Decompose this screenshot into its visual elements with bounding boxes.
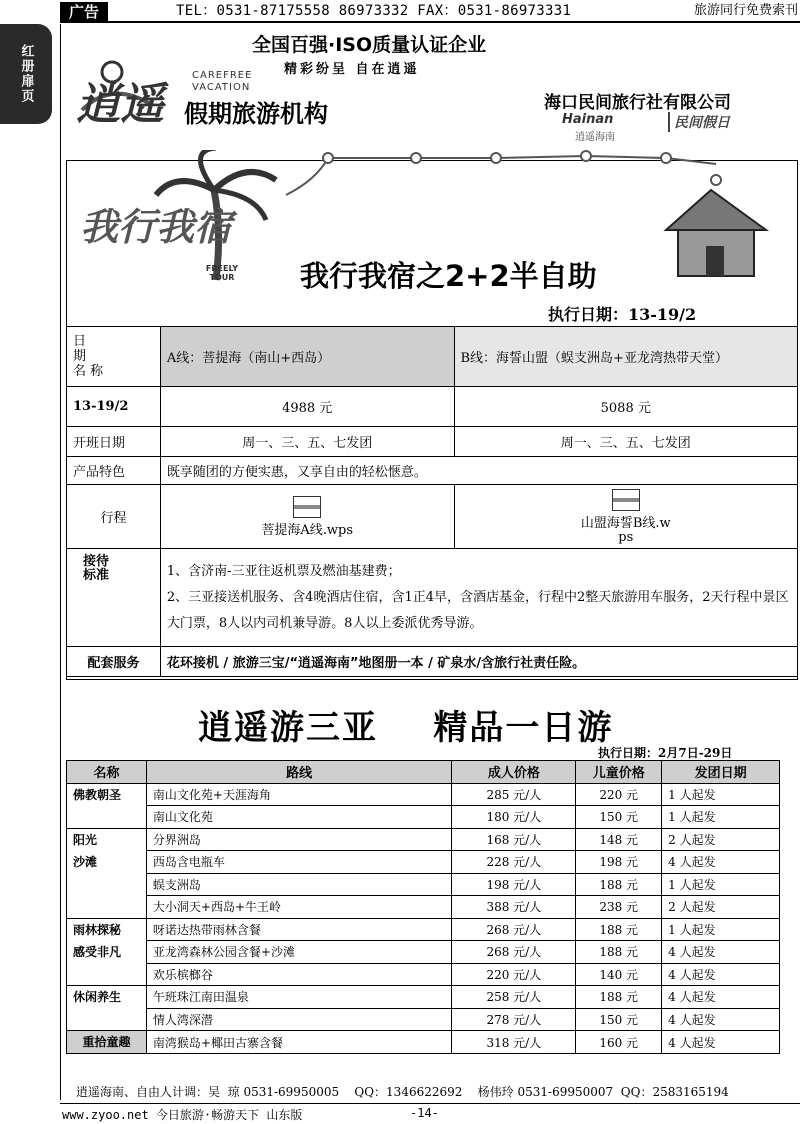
child-price-cell: 188 元: [576, 918, 662, 941]
header-label-line: 期: [73, 349, 87, 364]
table-row: [67, 806, 780, 829]
depart-cell: 1 人起发: [662, 873, 780, 896]
reception-label: [67, 549, 161, 647]
depart-cell: 4 人起发: [662, 851, 780, 874]
child-price-cell: 188 元: [576, 941, 662, 964]
reception-label-line: 标准: [83, 568, 110, 583]
services-text: 花环接机 / 旅游三宝/“逍遥海南”地图册一本 / 矿泉水/含旅行社责任险。: [160, 647, 797, 677]
headline: 全国百强·ISO质量认证企业: [252, 34, 487, 56]
table-row: [67, 457, 798, 485]
table-row: [67, 485, 798, 549]
depart-cell: 4 人起发: [662, 1031, 780, 1054]
header-label-line: 名 称: [73, 364, 104, 379]
adult-price-cell: 388 元/人: [452, 896, 576, 919]
adult-price-cell: 268 元/人: [452, 941, 576, 964]
hut-icon: [666, 190, 766, 276]
bottom-rule: [60, 1103, 800, 1104]
reception-item-1: 1、含济南-三亚往返机票及燃油基建费；: [166, 563, 401, 579]
brand-logo: [72, 50, 412, 130]
slogan: 精彩纷呈 自在逍遥: [284, 62, 420, 77]
table-row: [67, 783, 780, 806]
schedule-label: 开班日期: [67, 427, 161, 457]
table-row: [67, 828, 780, 851]
child-price-cell: 150 元: [576, 1008, 662, 1031]
child-price-cell: 188 元: [576, 873, 662, 896]
category-name-line: 佛教朝圣: [73, 787, 122, 802]
adult-price-cell: 168 元/人: [452, 828, 576, 851]
category-name-line: 休闲养生: [73, 990, 122, 1004]
freely-badge: FREELY TOUR: [205, 264, 239, 282]
daytours-body: [67, 783, 780, 1054]
route-cell: 蜈支洲岛: [146, 873, 452, 896]
company-name: 海口民间旅行社有限公司: [544, 93, 731, 113]
category-cell: [67, 986, 147, 1031]
child-price-cell: 148 元: [576, 828, 662, 851]
route-cell: 呀诺达热带雨林含餐: [146, 918, 452, 941]
child-price-cell: 140 元: [576, 963, 662, 986]
minjia-logo: 民间假日: [668, 112, 730, 132]
depart-cell: 1 人起发: [662, 918, 780, 941]
category-name-line: 沙滩: [73, 854, 98, 869]
top-rule: [60, 21, 800, 23]
col-header: 发团日期: [662, 761, 780, 784]
adult-price-cell: 318 元/人: [452, 1031, 576, 1054]
category-name-line: 感受非凡: [73, 944, 122, 959]
adult-price-cell: 228 元/人: [452, 851, 576, 874]
table-row: [67, 1008, 780, 1031]
daytours-table: [66, 760, 780, 1054]
category-cell: [67, 783, 147, 828]
adult-price-cell: 278 元/人: [452, 1008, 576, 1031]
child-price-cell: 220 元: [576, 783, 662, 806]
col-header: 名称: [67, 761, 147, 784]
adult-price-cell: 268 元/人: [452, 918, 576, 941]
table-row: [67, 549, 798, 647]
adult-price-cell: 180 元/人: [452, 806, 576, 829]
contacts-line: 逍遥海南、自由人计调：吴 琼 0531-69950005 QQ：1346622692 杨伟玲 0531-69950007 QQ：2583165194: [76, 1085, 729, 1099]
line-b-header: B线：海誓山盟（蜈支洲岛+亚龙湾热带天堂）: [454, 327, 798, 387]
table-row: [67, 1031, 780, 1054]
itinerary-file-b[interactable]: [454, 485, 798, 549]
child-price-cell: 188 元: [576, 986, 662, 1009]
logo-mark: 逍遥: [76, 79, 164, 130]
table-row: [67, 918, 780, 941]
logo-english: CAREFREE VACATION: [192, 70, 253, 93]
route-cell: 午班珠江南田温泉: [146, 986, 452, 1009]
child-price-cell: 238 元: [576, 896, 662, 919]
woxing-logo: 我行我宿: [80, 205, 233, 249]
depart-cell: 1 人起发: [662, 783, 780, 806]
table-row: [67, 873, 780, 896]
wps-file-icon: [612, 489, 640, 511]
wps-file-icon: [293, 496, 321, 518]
table-row: [67, 941, 780, 964]
hainan-logo: Hainan: [562, 112, 614, 127]
header-label-line: 日: [73, 334, 87, 349]
category-cell: [67, 1031, 147, 1054]
category-name-line: 雨林探秘: [73, 922, 122, 937]
itinerary-label: 行程: [67, 485, 161, 549]
reception-text: [160, 549, 797, 647]
depart-cell: 2 人起发: [662, 828, 780, 851]
side-tab: 红册扉页: [0, 24, 52, 124]
date-label: 13-19/2: [67, 387, 161, 427]
depart-cell: 4 人起发: [662, 941, 780, 964]
child-price-cell: 198 元: [576, 851, 662, 874]
category-name-line: 阳光: [73, 832, 98, 847]
reception-label-line: 接待: [83, 554, 110, 569]
route-cell: 南山文化苑+天涯海角: [146, 783, 452, 806]
col-header: 成人价格: [452, 761, 576, 784]
route-cell: 南湾猴岛+椰田古寨含餐: [146, 1031, 452, 1054]
depart-cell: 4 人起发: [662, 963, 780, 986]
bead-chain-icon: [286, 151, 721, 195]
adult-price-cell: 198 元/人: [452, 873, 576, 896]
category-name-line: 重拾童趣: [82, 1035, 131, 1049]
top-bar: [60, 2, 800, 22]
route-cell: 南山文化苑: [146, 806, 452, 829]
table-row: [67, 963, 780, 986]
product-title: 我行我宿之2+2半自助: [300, 259, 597, 293]
file-b-name-line: ps: [618, 529, 634, 545]
date-name-header: [67, 327, 161, 387]
daytours-exec-date: 执行日期：2月7日-29日: [598, 746, 733, 760]
adult-price-cell: 285 元/人: [452, 783, 576, 806]
category-cell: [67, 918, 147, 986]
reception-item-2: 2、三亚接送机服务、含4晚酒店住宿，含1正4早，含酒店基金，行程中2整天旅游用车服务，2天行程中景区大门票，8人以内司机兼导游。8人以上委派优秀导游。: [166, 589, 789, 631]
file-b-name-line: 山盟海誓B线.w: [580, 515, 671, 531]
adult-price-cell: 220 元/人: [452, 963, 576, 986]
depart-cell: 4 人起发: [662, 986, 780, 1009]
table-row: [67, 986, 780, 1009]
file-a-name: 菩提海A线.wps: [261, 522, 354, 538]
daytours-title: 逍遥游三亚 精品一日游: [198, 708, 614, 748]
table-row: [67, 851, 780, 874]
route-cell: 亚龙湾森林公园含餐+沙滩: [146, 941, 452, 964]
table-row: [67, 387, 798, 427]
line-a-header: A线：菩提海（南山+西岛）: [160, 327, 454, 387]
col-header: 儿童价格: [576, 761, 662, 784]
publication-name: 旅游同行免费索刊: [693, 3, 798, 18]
product-exec-date: 执行日期：13-19/2: [548, 305, 697, 324]
depart-cell: 1 人起发: [662, 806, 780, 829]
price-a: 4988 元: [160, 387, 454, 427]
route-cell: 西岛含电瓶车: [146, 851, 452, 874]
table-row: [67, 896, 780, 919]
logo-chinese: 假期旅游机构: [184, 99, 328, 128]
route-cell: 分界洲岛: [146, 828, 452, 851]
route-cell: 欢乐槟榔谷: [146, 963, 452, 986]
page-number: -14-: [410, 1106, 439, 1120]
itinerary-file-a[interactable]: [160, 485, 454, 549]
product-table: [66, 326, 798, 677]
depart-cell: 4 人起发: [662, 1008, 780, 1031]
hainan-sublogo: 逍遥海南: [575, 132, 615, 143]
feature-text: 既享随团的方便实惠，又享自由的轻松惬意。: [160, 457, 797, 485]
route-cell: 情人湾深潜: [146, 1008, 452, 1031]
category-cell: [67, 828, 147, 918]
route-cell: 大小洞天+西岛+牛王岭: [146, 896, 452, 919]
col-header: 路线: [146, 761, 452, 784]
schedule-a: 周一、三、五、七发团: [160, 427, 454, 457]
price-b: 5088 元: [454, 387, 798, 427]
child-price-cell: 150 元: [576, 806, 662, 829]
services-label: 配套服务: [67, 647, 161, 677]
adult-price-cell: 258 元/人: [452, 986, 576, 1009]
ad-tag: 广告: [60, 2, 108, 22]
schedule-b: 周一、三、五、七发团: [454, 427, 798, 457]
table-row: [67, 647, 798, 677]
table-row: [67, 327, 798, 387]
table-row: [67, 427, 798, 457]
contact-line: TEL：0531-87175558 86973332 FAX：0531-86973331: [176, 3, 572, 19]
child-price-cell: 160 元: [576, 1031, 662, 1054]
depart-cell: 2 人起发: [662, 896, 780, 919]
footer-site: www.zyoo.net 今日旅游·畅游天下 山东版: [62, 1108, 303, 1122]
table-header-row: [67, 761, 780, 784]
feature-label: 产品特色: [67, 457, 161, 485]
